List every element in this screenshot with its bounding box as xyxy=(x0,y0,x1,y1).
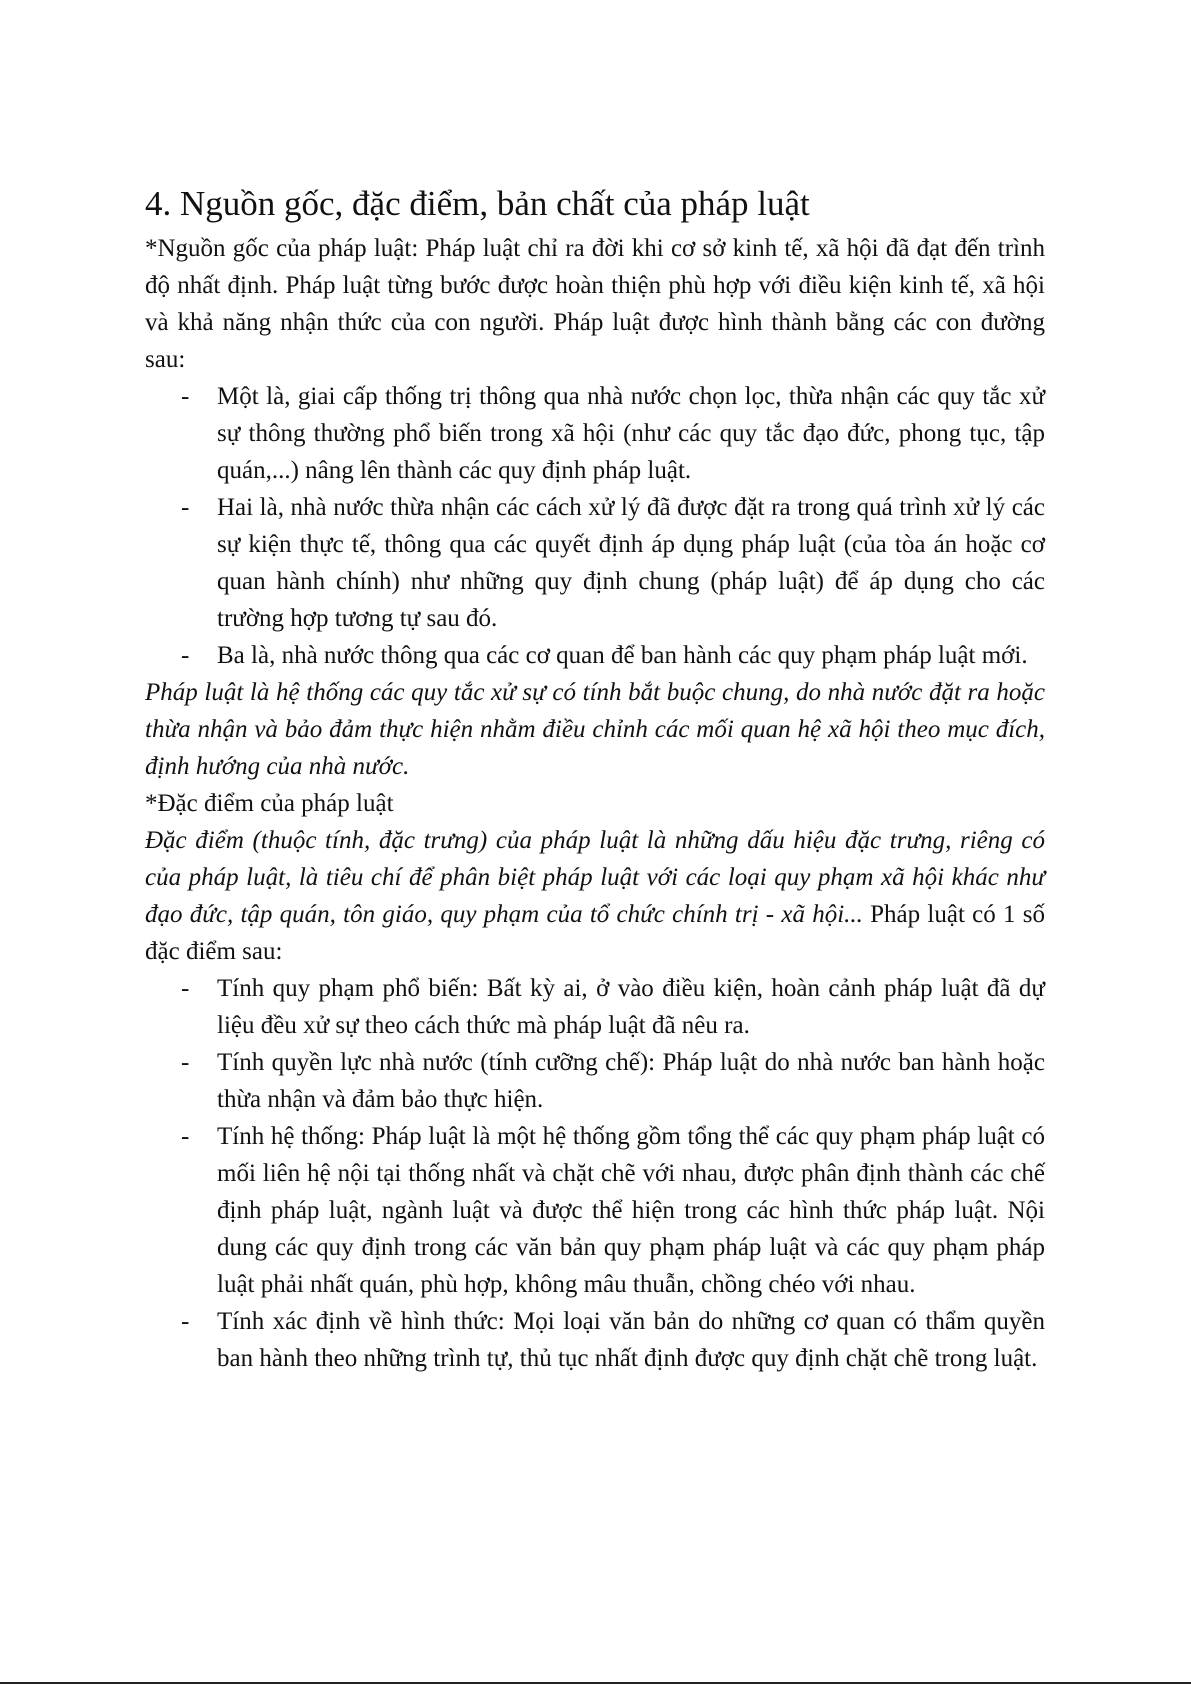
features-intro-italic: Đặc điểm (thuộc tính, đặc trưng) của pháp luật là những dấu hiệu đặc trưng, riêng có của pháp luật, là tiêu chí để phân biệt pháp luật với các loại quy phạm xã hội khác như đạo đức, tập quán, tôn giáo, quy phạm của tổ chức chính trị - xã hội... xyxy=(145,827,1045,928)
dash-bullet: - xyxy=(181,642,190,669)
list-item xyxy=(145,489,1045,637)
features-intro-normal: Pháp luật có 1 số đặc điểm sau: xyxy=(145,901,1045,965)
dash-bullet: - xyxy=(181,383,190,410)
list-item xyxy=(145,1118,1045,1303)
list-item xyxy=(145,1303,1045,1377)
list-item-text: Tính xác định về hình thức: Mọi loại văn bản do những cơ quan có thẩm quyền ban hành theo những trình tự, thủ tục nhất định được quy định chặt chẽ trong luật. xyxy=(217,1308,1045,1372)
list-item-text: Một là, giai cấp thống trị thông qua nhà nước chọn lọc, thừa nhận các quy tắc xử sự thông thường phổ biến trong xã hội (như các quy tắc đạo đức, phong tục, tập quán,...) nâng lên thành các quy định pháp luật. xyxy=(217,383,1045,484)
list-item-text: Tính hệ thống: Pháp luật là một hệ thống gồm tổng thể các quy phạm pháp luật có mối liên hệ nội tại thống nhất và chặt chẽ với nhau, được phân định thành các chế định pháp luật, ngành luật và được thể hiện trong các hình thức pháp luật. Nội dung các quy định trong các văn bản quy phạm pháp luật và các quy phạm pháp luật phải nhất quán, phù hợp, không mâu thuẫn, chồng chéo với nhau. xyxy=(217,1123,1045,1298)
list-item-text: Tính quy phạm phổ biến: Bất kỳ ai, ở vào điều kiện, hoàn cảnh pháp luật đã dự liệu đều xử sự theo cách thức mà pháp luật đã nêu ra. xyxy=(217,975,1045,1039)
list-item xyxy=(145,378,1045,489)
dash-bullet: - xyxy=(181,1049,190,1076)
list-item xyxy=(145,970,1045,1044)
features-intro xyxy=(145,822,1045,970)
list-item-text: Ba là, nhà nước thông qua các cơ quan để ban hành các quy phạm pháp luật mới. xyxy=(217,642,1028,669)
page-bottom-rule xyxy=(0,1682,1191,1684)
list-item-text: Hai là, nhà nước thừa nhận các cách xử lý đã được đặt ra trong quá trình xử lý các sự kiện thực tế, thông qua các quyết định áp dụng pháp luật (của tòa án hoặc cơ quan hành chính) như những quy định chung (pháp luật) để áp dụng cho các trường hợp tương tự sau đó. xyxy=(217,494,1045,632)
list-item xyxy=(145,1044,1045,1118)
document-page xyxy=(145,182,1045,1377)
origin-intro: *Nguồn gốc của pháp luật: Pháp luật chỉ ra đời khi cơ sở kinh tế, xã hội đã đạt đến trình độ nhất định. Pháp luật từng bước được hoàn thiện phù hợp với điều kiện kinh tế, xã hội và khả năng nhận thức của con người. Pháp luật được hình thành bằng các con đường sau: xyxy=(145,235,1045,373)
law-definition: Pháp luật là hệ thống các quy tắc xử sự có tính bắt buộc chung, do nhà nước đặt ra hoặc thừa nhận và bảo đảm thực hiện nhằm điều chỉnh các mối quan hệ xã hội theo mục đích, định hướng của nhà nước. xyxy=(145,679,1045,780)
list-item-text: Tính quyền lực nhà nước (tính cưỡng chế): Pháp luật do nhà nước ban hành hoặc thừa nhận và đảm bảo thực hiện. xyxy=(217,1049,1045,1113)
dash-bullet: - xyxy=(181,975,190,1002)
dash-bullet: - xyxy=(181,494,190,521)
list-item xyxy=(145,637,1045,674)
features-list xyxy=(145,970,1045,1377)
origin-list xyxy=(145,378,1045,674)
dash-bullet: - xyxy=(181,1123,190,1150)
features-title: *Đặc điểm của pháp luật xyxy=(145,790,394,817)
section-heading: 4. Nguồn gốc, đặc điểm, bản chất của pháp luật xyxy=(145,184,810,223)
dash-bullet: - xyxy=(181,1308,190,1335)
